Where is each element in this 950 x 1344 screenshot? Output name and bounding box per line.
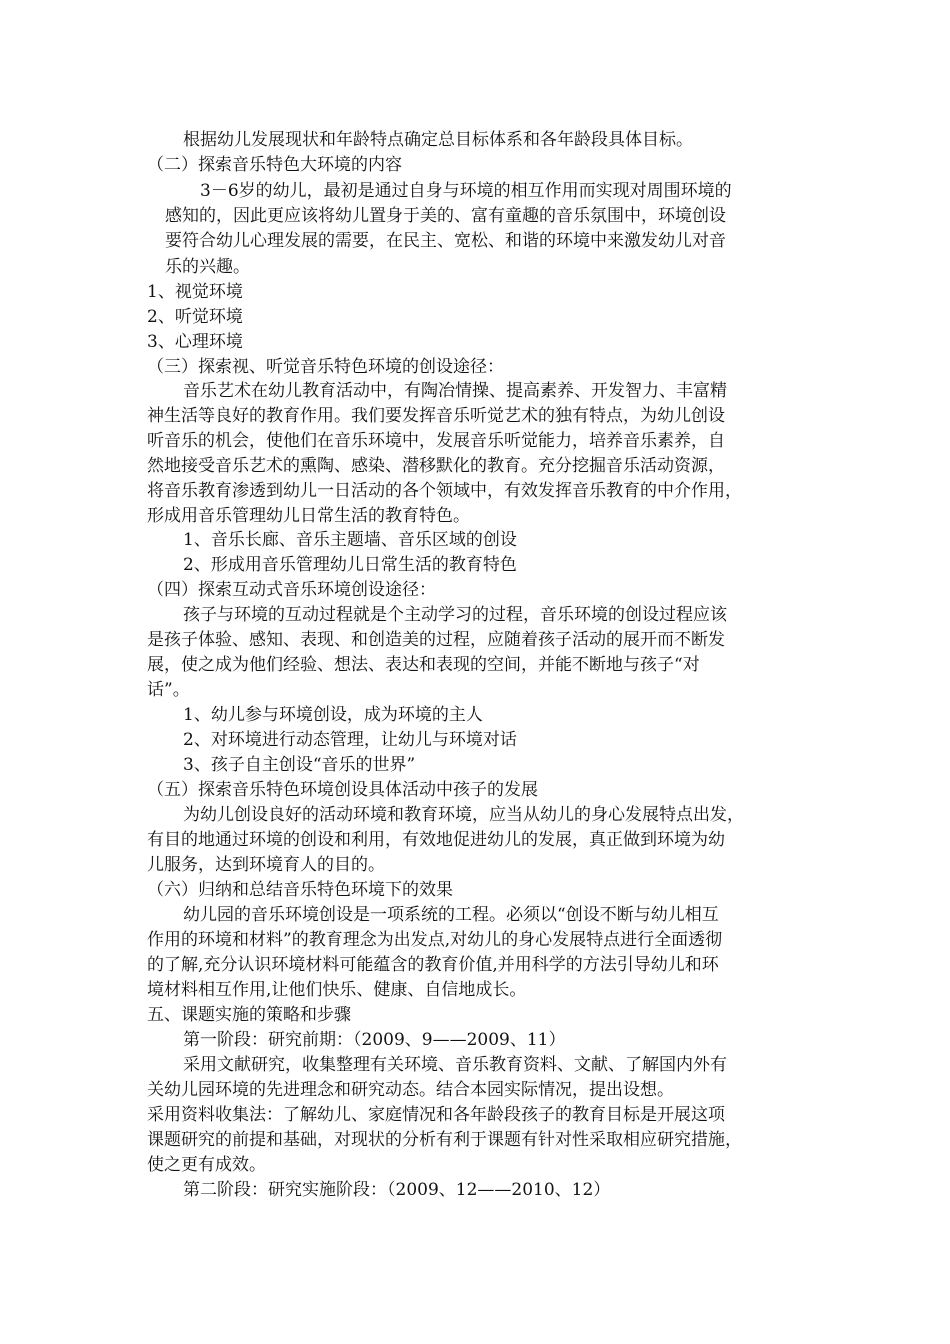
text-line: 话”。 [147,680,190,700]
list-item: 1、幼儿参与环境创设，成为环境的主人 [183,705,483,725]
section-heading: （五）探索音乐特色环境创设具体活动中孩子的发展 [147,780,538,800]
list-item: 3、心理环境 [147,332,243,352]
list-item: 1、音乐长廊、音乐主题墙、音乐区域的创设 [183,530,517,550]
text-line: 然地接受音乐艺术的熏陶、感染、潜移默化的教育。充分挖掘音乐活动资源， [147,456,725,476]
text-line: 境材料相互作用,让他们快乐、健康、自信地成长。 [147,980,527,1000]
text-line: 有目的地通过环境的创设和利用，有效地促进幼儿的发展，真正做到环境为幼 [147,830,725,850]
text-line: 根据幼儿发展现状和年龄特点确定总目标体系和各年龄段具体目标。 [183,130,693,150]
text-line: 听音乐的机会，使他们在音乐环境中，发展音乐听觉能力，培养音乐素养，自 [147,431,725,451]
list-item: 1、视觉环境 [147,282,243,302]
text-line: 展，使之成为他们经验、想法、表达和表现的空间，并能不断地与孩子“对 [147,655,700,675]
text-line: 第二阶段：研究实施阶段：（2009、12——2010、12） [183,1180,611,1200]
text-line: 感知的，因此更应该将幼儿置身于美的、富有童趣的音乐氛围中，环境创设 [165,206,726,226]
text-line: 课题研究的前提和基础，对现状的分析有利于课题有针对性采取相应研究措施， [147,1130,742,1150]
text-line: 神生活等良好的教育作用。我们要发挥音乐听觉艺术的独有特点，为幼儿创设 [147,406,725,426]
text-line: 采用资料收集法：了解幼儿、家庭情况和各年龄段孩子的教育目标是开展这项 [147,1105,725,1125]
text-line: 关幼儿园环境的先进理念和研究动态。结合本园实际情况，提出设想。 [147,1080,674,1100]
text-line: 幼儿园的音乐环境创设是一项系统的工程。必须以“创设不断与幼儿相互 [183,905,719,925]
section-heading: （三）探索视、听觉音乐特色环境的创设途径： [147,357,504,377]
section-heading: 五、课题实施的策略和步骤 [147,1005,351,1025]
text-line: 形成用音乐管理幼儿日常生活的教育特色。 [147,506,470,526]
section-heading: （二）探索音乐特色大环境的内容 [147,155,402,175]
list-item: 2、听觉环境 [147,307,243,327]
text-line: 儿服务，达到环境育人的目的。 [147,855,385,875]
list-item: 2、形成用音乐管理幼儿日常生活的教育特色 [183,555,517,575]
text-line: 为幼儿创设良好的活动环境和教育环境，应当从幼儿的身心发展特点出发， [183,805,744,825]
text-line: 采用文献研究，收集整理有关环境、音乐教育资料、文献、了解国内外有 [183,1055,727,1075]
text-line: 音乐艺术在幼儿教育活动中，有陶冶情操、提高素养、开发智力、丰富精 [183,381,727,401]
text-line: 3－6岁的幼儿，最初是通过自身与环境的相互作用而实现对周围环境的 [200,181,732,201]
text-line: 是孩子体验、感知、表现、和创造美的过程，应随着孩子活动的展开而不断发 [147,630,725,650]
text-line: 的了解,充分认识环境材料可能蕴含的教育价值,并用科学的方法引导幼儿和环 [147,955,719,975]
text-line: 作用的环境和材料”的教育理念为出发点,对幼儿的身心发展特点进行全面透彻 [147,930,723,950]
section-heading: （四）探索互动式音乐环境创设途径： [147,580,436,600]
list-item: 3、孩子自主创设“音乐的世界” [183,755,416,775]
text-line: 孩子与环境的互动过程就是个主动学习的过程，音乐环境的创设过程应该 [183,605,727,625]
text-line: 将音乐教育渗透到幼儿一日活动的各个领域中，有效发挥音乐教育的中介作用， [147,481,742,501]
text-line: 要符合幼儿心理发展的需要，在民主、宽松、和谐的环境中来激发幼儿对音 [165,231,726,251]
text-line: 乐的兴趣。 [165,257,250,277]
section-heading: （六）归纳和总结音乐特色环境下的效果 [147,880,453,900]
list-item: 2、对环境进行动态管理，让幼儿与环境对话 [183,730,517,750]
text-line: 第一阶段：研究前期：（2009、9——2009、11） [183,1030,566,1050]
text-line: 使之更有成效。 [147,1155,266,1175]
